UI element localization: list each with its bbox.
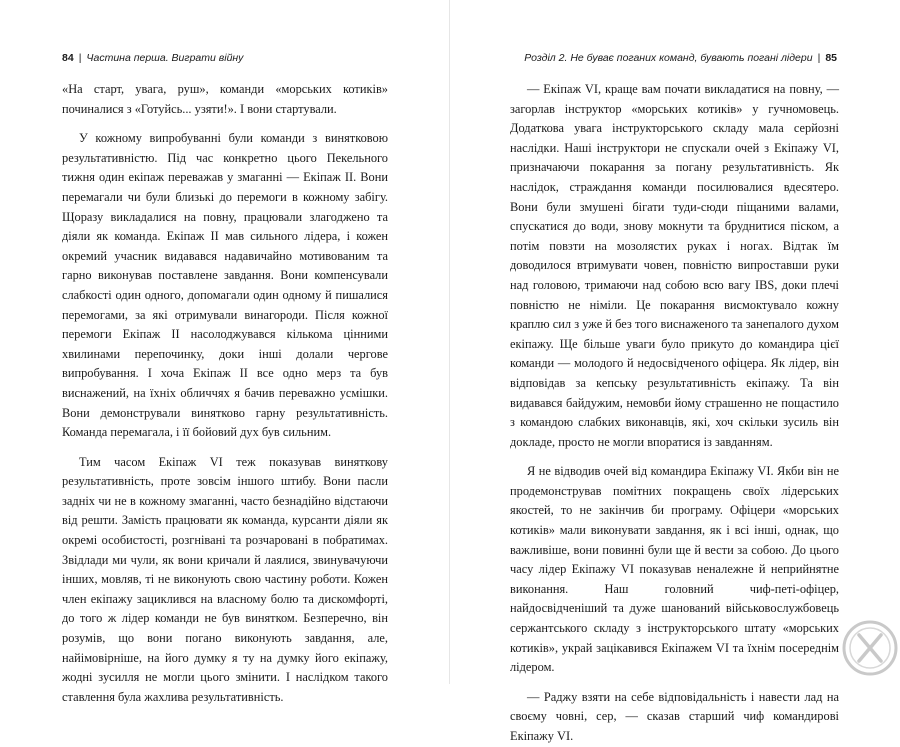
paragraph: Я не відводив очей від командира Екіпажу VI. Якби він не продемонстрував помітних покращень своїх лідерських якостей, то не закінчив би програму. Офіцери «морських котиків» мали виконувати завдання, як і всі інші, однак, що важливіше, вони повинні були ще й вести за собою. До цього часу лідер Екіпажу VI показував неналежне й неприйнятне виконання. Наш головний чиф-петі-офіцер, найдосвідченіший та дуже шанований військовослужбовець сержантського складу з інструкторського штату «морських котиків», украй зацікавився Екіпажем VI та їхнім посереднім лідером. — [510, 464, 839, 675]
left-header-separator: | — [78, 52, 82, 64]
right-page-number: 85 — [825, 52, 837, 64]
paragraph: — Екіпаж VI, краще вам почати викладатися на повну, — загорлав інструктор «морських котиків» у гучномовець. Додаткова увага інструкторського складу мала серйозні наслідки. Наші інструктори не спускали очей з Екіпажу VI, призначаючи покарання за погану результативність. Як наслідок, страждання команди посилювалися вдесятеро. Вони були змушені бігати туди-сюди піщаними валами, спускатися до води, знову мокнути та бруднитися піском, а потім повзти на мозолястих руках і ногах. Відтак їм доводилося втримувати човен, повністю випроставши руки над головою, тримаючи над собою всю вагу IBS, доки плечі повністю не німіли. Це покарання висмоктувало кожну краплю сил з уже й без того виснаженого та занепалого духом екіпажу. Ще більше уваги було прикуто до командира цієї команди — молодого й недосвідченого офіцера. Як лідер, він відповідав за кепську результативність екіпажу. Та він видавався байдужим, немовби йому страшенно не пощастило з командою слабких виконавців, які, хоч скільки зусиль він докладе, просто не могли впоратися із завданням. — [510, 82, 839, 449]
left-running-title: Частина перша. Виграти війну — [86, 52, 244, 64]
x-in-circle-watermark-icon — [840, 612, 896, 682]
left-page — [0, 0, 449, 704]
paragraph: У кожному випробуванні були команди з винятковою результативністю. Під час конкретно цього Пекельного тижня один екіпаж переважав у змаганні — Екіпаж II. Вони перемагали чи були близькі до перемоги в кожному забігу. Щоразу викладалися на повну, працювали злагоджено та діяли як команда. Екіпаж II мав сильного лідера, і кожен окремий учасник видавався надавичайно мотивованим та гарно виконував поставлене завдання. Вони компенсували слабкості один одного, допомагали один одному й пишалися перемогами, за які отримували винагороди. Після кожної перемоги Екіпаж II насолоджувався кількома цінними хвилинами перепочинку, доки інші долали чергове випробування. І хоча Екіпаж II все одно мерз та був виснажений, на їхніх обличчях я бачив переважно усмішки. Вони демонстрували винятково гарну результативність. Команда перемагала, і її бойовий дух був сильним. — [62, 131, 388, 440]
right-body-text — [510, 80, 839, 747]
left-body-text — [62, 80, 388, 707]
paragraph: Тим часом Екіпаж VI теж показував виняткову результативність, проте зовсім іншого штибу. Вони пасли задніх чи не в кожному змаганні, часто безнадійно відстаючи від решти. Замість працювати як команда, курсанти діяли як окремі особистості, розгнівані та розчаровані в побратимах. Звідлади ми чули, як вони кричали й лаялися, звинувачуючи інших, мовляв, ті не виконують свою частину роботи. Кожен член екіпажу зациклився на власному болю та дискомфорті, до того ж лідер команди не був винятком. Безперечно, він розумів, що вони погано виконують завдання, але, найімовірніше, на його думку я ту на думку його екіпажу, жодні зусилля не могли цього змінити. І наслідком такого ставлення була жахлива результативність. — [62, 454, 388, 704]
left-page-number: 84 — [62, 52, 74, 64]
paragraph: — Раджу взяти на себе відповідальність і навести лад на своєму човні, сер, — сказав старший чиф командирові Екіпажу VI. — [510, 689, 839, 743]
right-running-header — [524, 51, 837, 65]
right-running-title: Розділ 2. Не буває поганих команд, бувають погані лідери — [524, 52, 813, 64]
right-page — [450, 0, 900, 743]
right-header-separator: | — [817, 52, 821, 64]
left-running-header — [62, 51, 243, 65]
paragraph: «На старт, увага, руш», команди «морських котиків» починалися з «Готуйсь... узяти!». І вони стартували. — [62, 82, 388, 116]
